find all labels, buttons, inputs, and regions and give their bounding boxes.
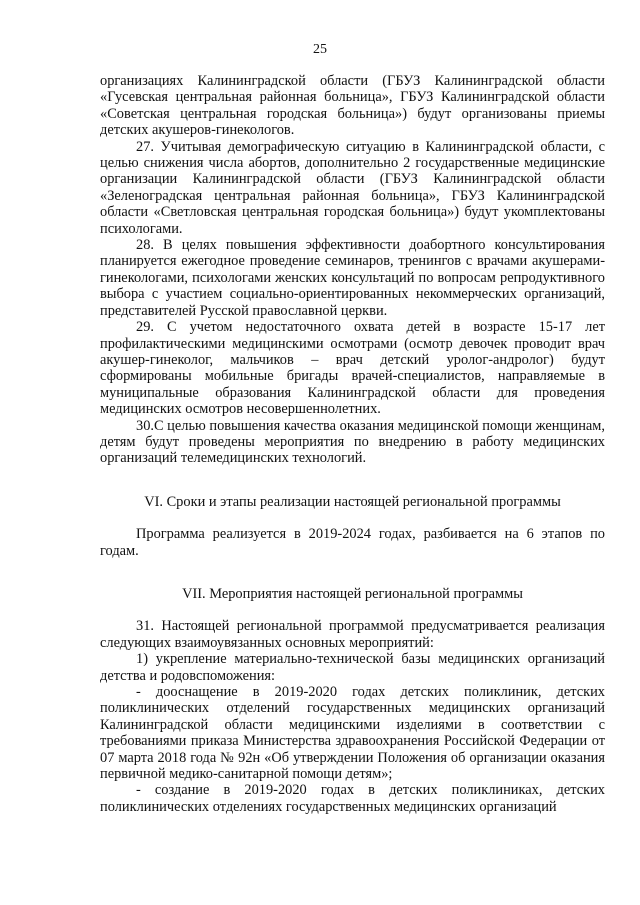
- paragraph-29: 29. С учетом недостаточного охвата детей в возрасте 15-17 лет профилактическими медицинскими осмотрами (осмотр девочек проводит врач акушер-гинеколог, мальчиков – врач детский уролог-андролог) будут сформированы мобильные бригады врачей-специалистов, направляемые в муниципальные образования Калининградской области для проведения медицинских осмотров несовершеннолетних.: [100, 319, 605, 418]
- section-7-heading: VII. Мероприятия настоящей региональной программы: [182, 585, 523, 602]
- bullet-item-equipment: - дооснащение в 2019-2020 годах детских поликлиник, детских поликлинических отделений государственных медицинских организаций Калининградской области медицинскими изделиями в соответствии с требованиями приказа Министерства здравоохранения Российской Федерации от 07 марта 2018 года № 92н «Об утверждении Положения об организации оказания первичной медико-санитарной помощи детям»;: [100, 684, 605, 783]
- paragraph-28: 28. В целях повышения эффективности доабортного консультирования планируется ежегодное проведение семинаров, тренингов с врачами акушерами-гинекологами, психологами женских консультаций по вопросам репродуктивного выбора с участием социально-ориентированных некоммерческих организаций, представителей Русской православной церкви.: [100, 237, 605, 319]
- paragraph-27: 27. Учитывая демографическую ситуацию в Калининградской области, с целью снижения числа абортов, дополнительно 2 государственные медицинские организации Калининградской области (ГБУЗ Калининградской области «Зеленоградская центральная районная больница», ГБУЗ Калининградской области «Светловская центральная городская больница») будут укомплектованы психологами.: [100, 138, 605, 237]
- document-body: [100, 73, 605, 815]
- page-number: 25: [313, 42, 327, 57]
- paragraph-continuation: организациях Калининградской области (ГБУЗ Калининградской области «Гусевская центральная районная больница», ГБУЗ Калининградской области «Советская центральная городская больница») будут организованы приемы детских акушеров-гинекологов.: [100, 73, 605, 139]
- paragraph-31: 31. Настоящей региональной программой предусматривается реализация следующих взаимоувязанных основных мероприятий:: [100, 618, 605, 651]
- section-6-heading: VI. Сроки и этапы реализации настоящей региональной программы: [144, 493, 561, 510]
- paragraph-30: 30.С целью повышения качества оказания медицинской помощи женщинам, детям будут проведены мероприятия по внедрению в работу медицинских организаций телемедицинских технологий.: [100, 417, 605, 467]
- bullet-item-creation: - создание в 2019-2020 годах в детских поликлиниках, детских поликлинических отделениях государственных медицинских организаций: [100, 782, 605, 815]
- list-item-1: 1) укрепление материально-технической базы медицинских организаций детства и родовспоможения:: [100, 651, 605, 684]
- section-6-text: Программа реализуется в 2019-2024 годах, разбивается на 6 этапов по годам.: [100, 526, 605, 559]
